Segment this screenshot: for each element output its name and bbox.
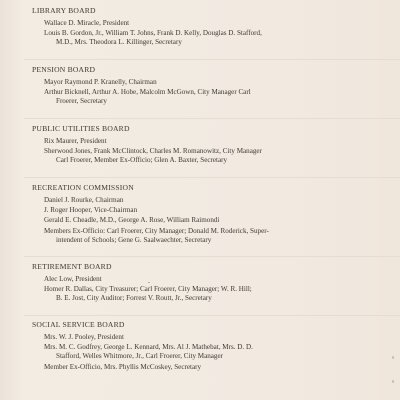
entry-text: Gerald E. Cheadle, M.D., George A. Rose, William Raimondi bbox=[44, 216, 220, 225]
board-entry bbox=[44, 227, 378, 245]
board-entry bbox=[44, 363, 378, 372]
board-retirement bbox=[32, 262, 392, 305]
entry-continuation: intendent of Schools; Gene G. Saalwaechter, Secretary bbox=[56, 235, 212, 244]
paper-edge-mark bbox=[392, 356, 394, 359]
entry-continuation: B. E. Jost, City Auditor; Forrest V. Routt, Jr., Secretary bbox=[56, 294, 212, 303]
paper-edge-mark bbox=[392, 380, 394, 383]
board-entry bbox=[44, 343, 378, 361]
board-entry bbox=[44, 19, 378, 28]
section-divider bbox=[24, 315, 400, 316]
board-title: RECREATION COMMISSION bbox=[32, 183, 134, 192]
section-divider bbox=[24, 177, 400, 178]
board-entry bbox=[44, 88, 378, 106]
entry-text: Arthur Bicknell, Arthur A. Hobe, Malcolm McGown, City Manager Carl bbox=[44, 88, 251, 97]
board-entry bbox=[44, 285, 378, 303]
board-entry bbox=[44, 78, 378, 87]
entry-text: Daniel J. Rourke, Chairman bbox=[44, 196, 124, 204]
entry-continuation: Stafford, Welles Whitmore, Jr., Carl Froerer, City Manager bbox=[56, 352, 223, 361]
entry-continuation: M.D., Mrs. Theodora L. Killinger, Secretary bbox=[56, 38, 182, 47]
board-title: LIBRARY BOARD bbox=[32, 6, 96, 15]
board-recreation-commission bbox=[32, 183, 392, 246]
section-divider bbox=[24, 59, 400, 60]
paper-speck bbox=[148, 282, 150, 283]
entry-text: Rix Maurer, President bbox=[44, 137, 107, 145]
board-entry bbox=[44, 333, 378, 342]
board-entry bbox=[44, 196, 378, 205]
board-entry bbox=[44, 147, 378, 165]
entry-text: Mayor Raymond P. Kranelly, Chairman bbox=[44, 78, 157, 86]
board-entry bbox=[44, 275, 378, 284]
board-public-utilities bbox=[32, 124, 392, 167]
board-title: RETIREMENT BOARD bbox=[32, 262, 112, 271]
section-divider bbox=[24, 118, 400, 119]
board-entry bbox=[44, 137, 378, 146]
entry-text: Member Ex-Officio, Mrs. Phyllis McCoskey, Secretary bbox=[44, 362, 202, 371]
entry-text: Members Ex-Officio: Carl Froerer, City Manager; Donald M. Roderick, Super- bbox=[44, 226, 269, 235]
board-library bbox=[32, 6, 392, 49]
board-entry bbox=[44, 29, 378, 47]
board-pension bbox=[32, 65, 392, 108]
section-divider bbox=[24, 256, 400, 257]
entry-continuation: Froerer, Secretary bbox=[56, 97, 107, 106]
board-title: SOCIAL SERVICE BOARD bbox=[32, 320, 125, 329]
board-title: PENSION BOARD bbox=[32, 65, 96, 74]
entry-text: Mrs. W. J. Pooley, President bbox=[44, 333, 124, 341]
board-entry bbox=[44, 206, 378, 215]
entry-text: Mrs. M. C. Godfrey, George L. Kennard, Mrs. Al J. Mathebat, Mrs. D. D. bbox=[44, 343, 253, 352]
board-entry bbox=[44, 216, 378, 225]
entry-text: Alec Low, President bbox=[44, 275, 102, 283]
entry-text: Louis B. Gordon, Jr., William T. Johns, Frank D. Kelly, Douglas D. Stafford, bbox=[44, 29, 262, 38]
entry-text: Sherwood Jones, Frank McClintock, Charles M. Romanowitz, City Manager bbox=[44, 147, 262, 156]
entry-text: Homer R. Dallas, City Treasurer; Carl Froerer, City Manager; W. R. Hill; bbox=[44, 285, 252, 294]
board-title: PUBLIC UTILITIES BOARD bbox=[32, 124, 130, 133]
entry-text: J. Roger Hooper, Vice-Chairman bbox=[44, 206, 138, 215]
board-social-service bbox=[32, 320, 392, 373]
entry-text: Wallace D. Miracle, President bbox=[44, 19, 130, 27]
entry-continuation: Carl Froerer, Member Ex-Officio; Glen A. Baxter, Secretary bbox=[56, 156, 228, 165]
